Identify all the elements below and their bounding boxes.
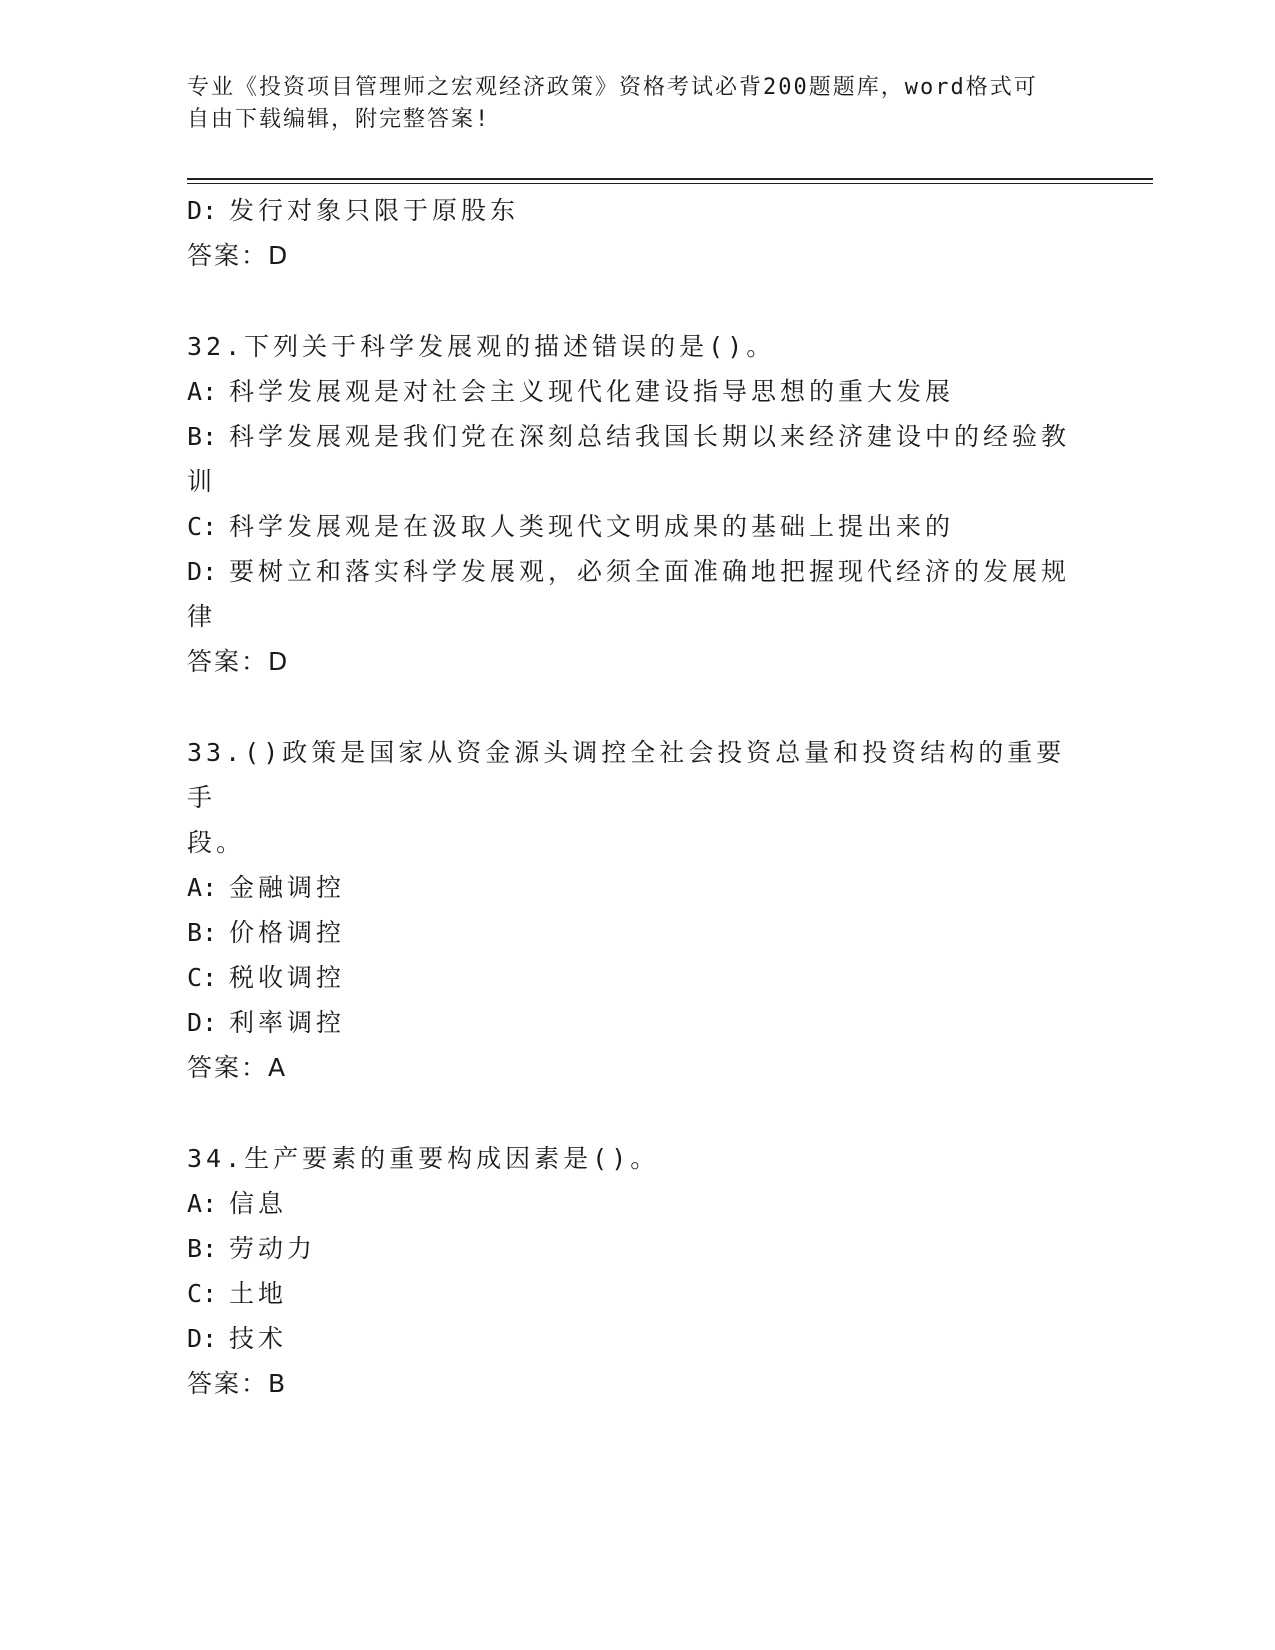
option-text: 发行对象只限于原股东 xyxy=(229,196,520,225)
option-text: 土地 xyxy=(229,1279,288,1308)
option-text: 金融调控 xyxy=(229,873,346,902)
option-letter: C: xyxy=(187,1279,218,1308)
option-b xyxy=(187,1226,1077,1271)
option-letter: A: xyxy=(187,1189,218,1218)
option-text: 要树立和落实科学发展观，必须全面准确地把握现代经济的发展规 xyxy=(229,557,1071,586)
question-stem: 32.下列关于科学发展观的描述错误的是()。 xyxy=(187,332,776,361)
option-d xyxy=(187,1000,1077,1045)
answer-line: 答案：B xyxy=(187,1369,288,1398)
option-text: 价格调控 xyxy=(229,918,346,947)
option-text: 信息 xyxy=(229,1189,288,1218)
option-letter: B: xyxy=(187,918,218,947)
document-header xyxy=(187,72,1067,136)
option-d xyxy=(187,549,1077,594)
option-b xyxy=(187,910,1077,955)
option-text: 技术 xyxy=(229,1324,288,1353)
option-d-continued: 律 xyxy=(187,602,217,631)
option-a xyxy=(187,865,1077,910)
option-text: 科学发展观是我们党在深刻总结我国长期以来经济建设中的经验教 xyxy=(229,422,1071,451)
option-letter: B: xyxy=(187,422,218,451)
option-letter: C: xyxy=(187,963,218,992)
option-letter: A: xyxy=(187,377,218,406)
option-text: 劳动力 xyxy=(229,1234,317,1263)
question-stem: 33.()政策是国家从资金源头调控全社会投资总量和投资结构的重要手 xyxy=(187,738,1066,812)
question-32 xyxy=(187,324,1077,685)
option-text: 科学发展观是对社会主义现代化建设指导思想的重大发展 xyxy=(229,377,955,406)
answer-line: 答案：D xyxy=(187,647,290,676)
option-letter: D: xyxy=(187,196,218,225)
option-text: 利率调控 xyxy=(229,1008,346,1037)
option-letter: D: xyxy=(187,1324,218,1353)
option-d xyxy=(187,1316,1077,1361)
option-letter: D: xyxy=(187,1008,218,1037)
option-c xyxy=(187,1271,1077,1316)
question-33 xyxy=(187,730,1077,1091)
option-b-continued: 训 xyxy=(187,467,217,496)
question-stem: 34.生产要素的重要构成因素是()。 xyxy=(187,1144,660,1173)
option-text: 科学发展观是在汲取人类现代文明成果的基础上提出来的 xyxy=(229,512,955,541)
option-a xyxy=(187,369,1077,414)
option-text: 税收调控 xyxy=(229,963,346,992)
answer-line: 答案：D xyxy=(187,241,290,270)
header-title-line-2: 自由下载编辑，附完整答案! xyxy=(187,107,491,132)
option-b xyxy=(187,414,1077,459)
option-d xyxy=(187,188,1077,233)
header-divider xyxy=(187,178,1153,180)
header-title-line-1: 专业《投资项目管理师之宏观经济政策》资格考试必背200题题库，word格式可 xyxy=(187,75,1038,100)
option-c xyxy=(187,504,1077,549)
question-stem-continued: 段。 xyxy=(187,828,246,857)
answer-line: 答案：A xyxy=(187,1053,288,1082)
question-34 xyxy=(187,1136,1077,1407)
option-letter: D: xyxy=(187,557,218,586)
option-letter: B: xyxy=(187,1234,218,1263)
question-content xyxy=(187,188,1077,1407)
option-letter: A: xyxy=(187,873,218,902)
option-letter: C: xyxy=(187,512,218,541)
option-a xyxy=(187,1181,1077,1226)
option-c xyxy=(187,955,1077,1000)
